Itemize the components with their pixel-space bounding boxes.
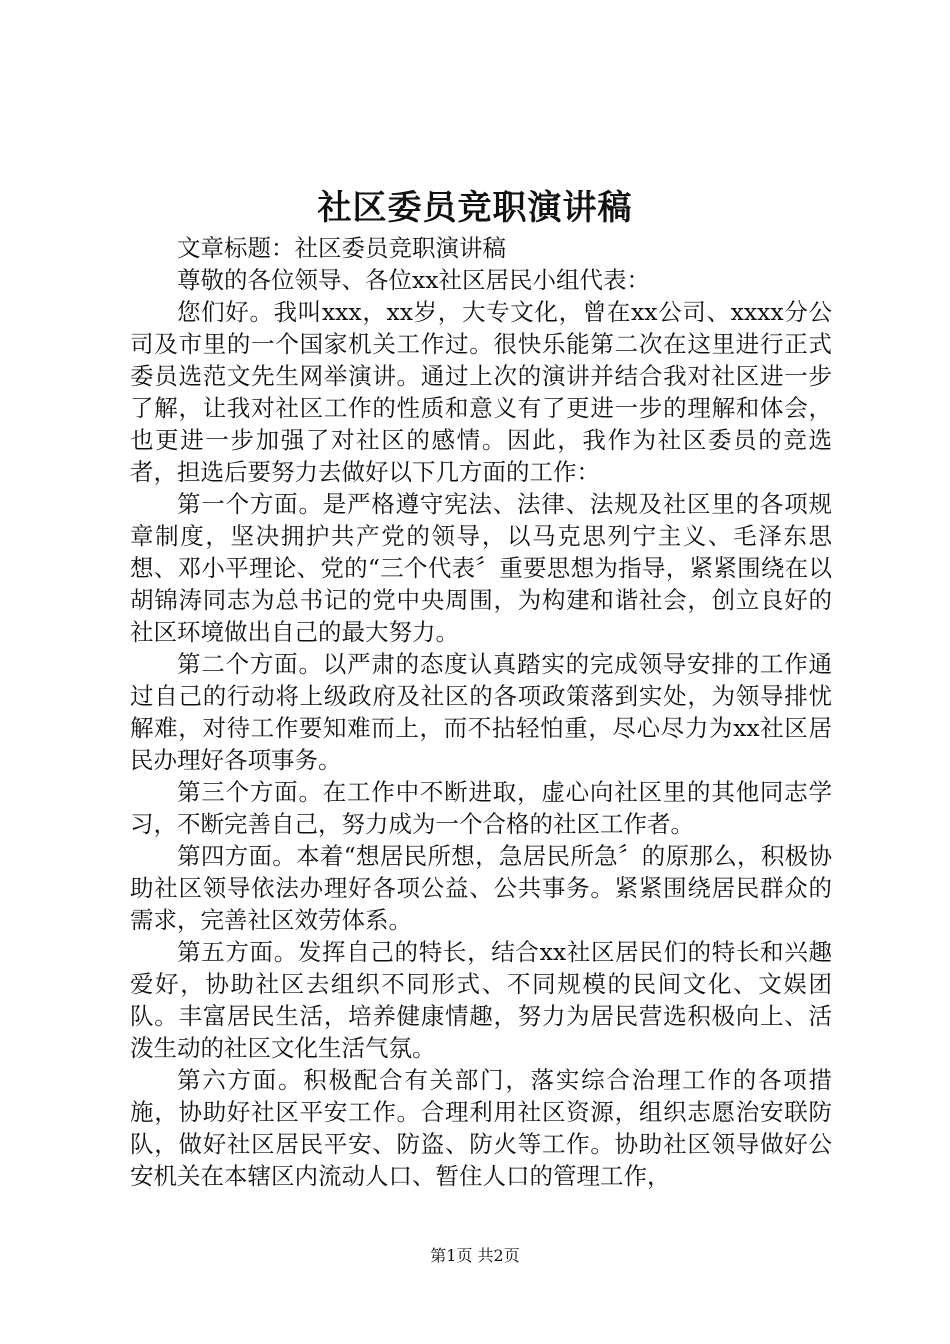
paragraph-aspect-2: 第二个方面。以严肃的态度认真踏实的完成领导安排的工作通过自己的行动将上级政府及社区的各项政策落到实处，为领导排忧解难，对待工作要知难而上，而不拈轻怕重，尽心尽力为xx社区居民办理好各项事务。	[130, 650, 832, 774]
paragraph-aspect-4: 第四方面。本着“想居民所想，急居民所急〞的原那么，积极协助社区领导依法办理好各项公益、公共事务。紧紧围绕居民群众的需求，完善社区效劳体系。	[130, 842, 832, 934]
article-title-line: 文章标题：社区委员竞职演讲稿	[177, 234, 506, 262]
paragraph-aspect-6: 第六方面。积极配合有关部门，落实综合治理工作的各项措施，协助好社区平安工作。合理利用社区资源，组织志愿治安联防队，做好社区居民平安、防盗、防火等工作。协助社区领导做好公安机关在本辖区内流动人口、暂住人口的管理工作，	[130, 1066, 832, 1190]
document-body	[130, 232, 832, 1192]
page-number-footer: 第1页 共2页	[430, 1246, 520, 1265]
salutation: 尊敬的各位领导、各位xx社区居民小组代表：	[177, 266, 651, 294]
paragraph-aspect-5: 第五方面。发挥自己的特长，结合xx社区居民们的特长和兴趣爱好，协助社区去组织不同形式、不同规模的民间文化、文娱团队。丰富居民生活，培养健康情趣，努力为居民营选积极向上、活泼生动的社区文化生活气氛。	[130, 938, 832, 1062]
paragraph-intro: 您们好。我叫xxx，xx岁，大专文化，曾在xx公司、xxxx分公司及市里的一个国家机关工作过。很快乐能第二次在这里进行正式委员选范文先生网举演讲。通过上次的演讲并结合我对社区进一步了解，让我对社区工作的性质和意义有了更进一步的理解和体会，也更进一步加强了对社区的感情。因此，我作为社区委员的竞选者，担选后要努力去做好以下几方面的工作：	[130, 298, 832, 486]
paragraph-aspect-1: 第一个方面。是严格遵守宪法、法律、法规及社区里的各项规章制度，坚决拥护共产党的领导，以马克思列宁主义、毛泽东思想、邓小平理论、党的“三个代表〞重要思想为指导，紧紧围绕在以胡锦涛同志为总书记的党中央周围，为构建和谐社会，创立良好的社区环境做出自己的最大努力。	[130, 490, 832, 646]
paragraph-aspect-3: 第三个方面。在工作中不断进取，虚心向社区里的其他同志学习，不断完善自己，努力成为一个合格的社区工作者。	[130, 778, 832, 838]
document-title: 社区委员竞职演讲稿	[317, 188, 633, 228]
